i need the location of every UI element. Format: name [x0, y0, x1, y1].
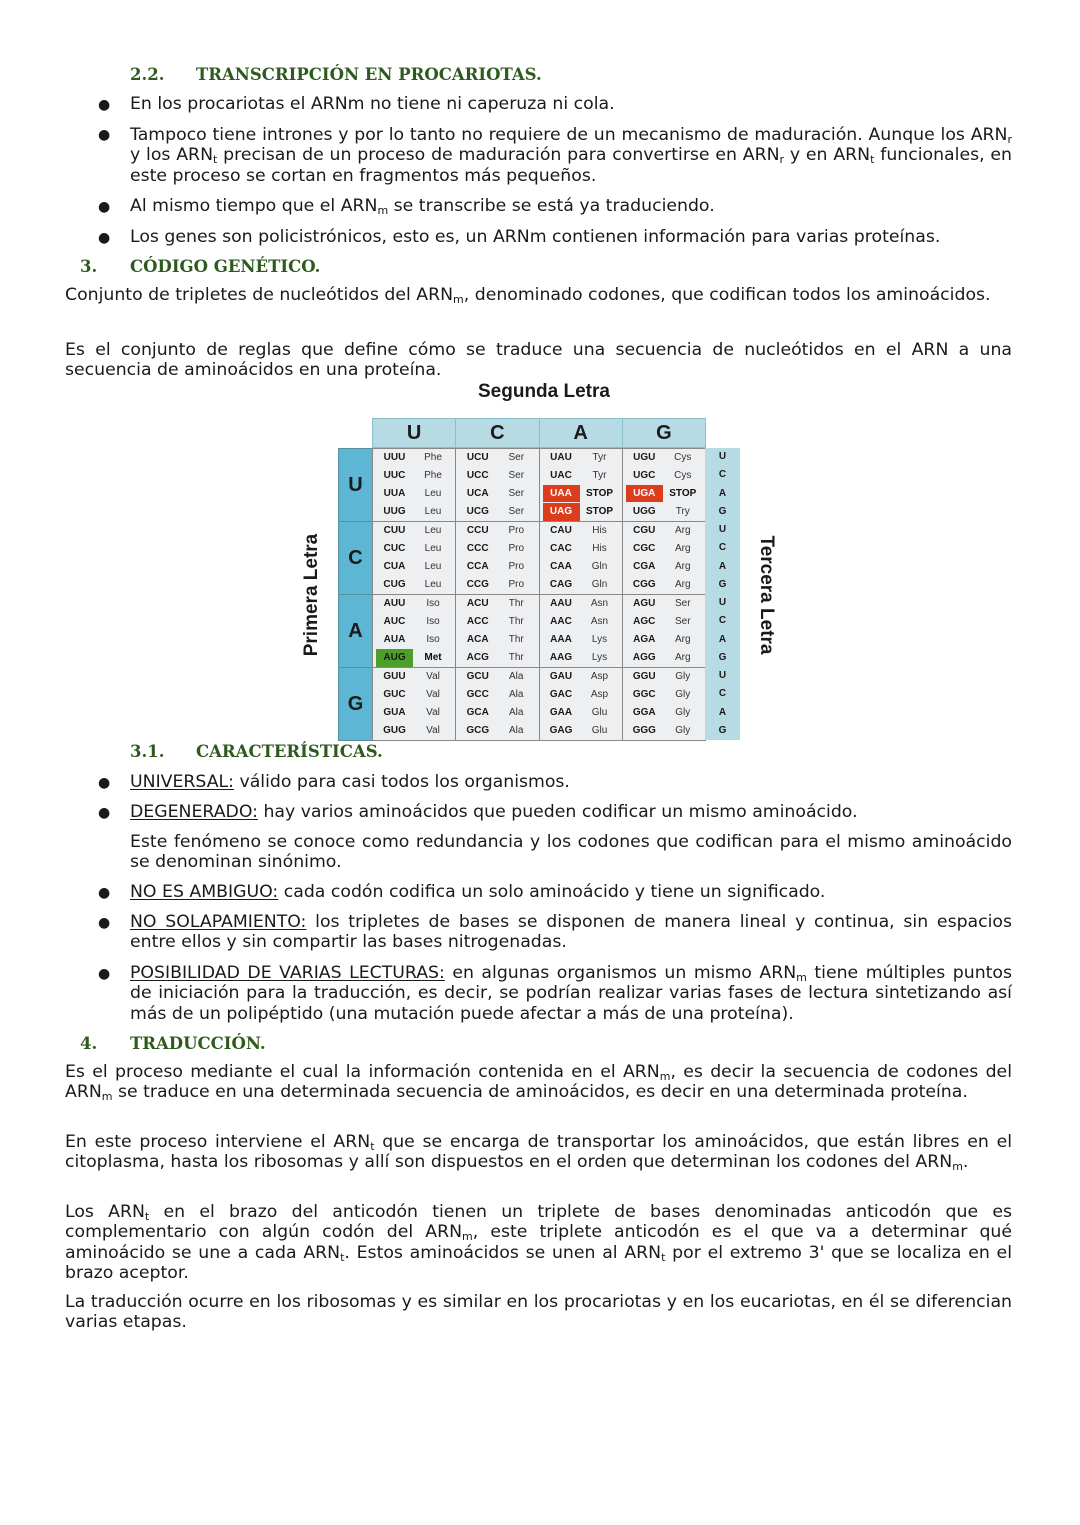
second-letter-header: C: [455, 418, 539, 448]
amino-acid: His: [592, 524, 607, 536]
text-run: y los ARN: [130, 145, 213, 166]
amino-acid: Lys: [591, 652, 608, 664]
amino-acid: Gly: [675, 670, 691, 682]
codon: AGA: [633, 634, 656, 645]
term-label: POSIBILIDAD DE VARIAS LECTURAS:: [130, 963, 445, 983]
amino-acid: STOP: [585, 488, 614, 499]
text-run: válido para casi todos los organismos.: [233, 772, 570, 792]
third-letter: G: [705, 503, 740, 521]
third-letter: U: [705, 448, 740, 466]
amino-acid: Ser: [508, 469, 525, 481]
bullet-text: [130, 94, 1012, 114]
codon: AAG: [549, 652, 573, 664]
amino-acid: Met: [424, 652, 442, 664]
third-letter: A: [705, 631, 740, 649]
subscript: t: [144, 1210, 150, 1223]
subscript: r: [1007, 133, 1012, 146]
bullet-icon: ●: [98, 97, 111, 113]
codon: AGG: [632, 652, 656, 664]
term-label: NO ES AMBIGUO:: [130, 882, 279, 902]
amino-acid: Ser: [508, 451, 525, 463]
codon: ACG: [466, 652, 489, 664]
amino-acid: Try: [675, 506, 690, 518]
bullet-text: [130, 196, 1012, 216]
second-letter-header: A: [539, 418, 623, 448]
third-letter: G: [705, 649, 740, 667]
amino-acid: Pro: [508, 561, 525, 572]
text-run: Es el conjunto de reglas que define cómo se traduce una secuencia de nucleótidos en el ARN a una secuencia de aminoácidos en una proteína.: [65, 340, 1012, 381]
text-run: en el brazo del anticodón tienen un triplete de bases denominadas anticodón que es complementario con algún codón del ARN: [65, 1202, 1012, 1243]
amino-acid: Phe: [424, 451, 442, 463]
amino-acid: Ser: [674, 597, 691, 609]
subscript: t: [340, 1250, 345, 1264]
amino-acid: Asp: [590, 670, 609, 682]
text-run: se transcribe se está ya traduciendo.: [388, 196, 715, 216]
amino-acid: Leu: [424, 561, 442, 572]
bullet-icon: ●: [98, 966, 111, 982]
section-title: TRANSCRIPCIÓN EN PROCARIOTAS.: [196, 65, 542, 84]
third-letter: C: [705, 539, 740, 557]
codon: CGC: [633, 542, 656, 554]
codon: GCG: [466, 725, 490, 737]
amino-acid: Thr: [508, 634, 524, 645]
codon: CCA: [466, 561, 489, 572]
amino-acid: Gly: [675, 707, 691, 718]
heading-3-1: [130, 742, 383, 762]
codon-table-title: Segunda Letra: [478, 381, 610, 402]
codon: AAU: [550, 597, 572, 609]
text-run: Los ARN: [65, 1202, 145, 1222]
amino-acid: STOP: [585, 506, 614, 518]
bullet-text: [130, 963, 1012, 1024]
codon: UGC: [633, 469, 656, 481]
text-run: cada codón codifica un solo aminoácido y tiene un significado.: [278, 882, 826, 902]
codon: UCC: [466, 469, 489, 481]
amino-acid: Ser: [508, 488, 525, 499]
text-run: por el extremo 3' que se localiza en el brazo aceptor.: [65, 1242, 1012, 1284]
section-number: 3.: [80, 257, 98, 276]
text-run: se traduce en una determinada secuencia de aminoácidos, es decir en una determinada proteína.: [112, 1082, 968, 1103]
amino-acid: Tyr: [592, 469, 607, 481]
first-letter-label: Primera Letra: [301, 533, 322, 657]
subscript: t: [213, 153, 218, 167]
bullet-icon: ●: [98, 127, 111, 143]
amino-acid: Val: [426, 707, 440, 718]
text-run: . Estos aminoácidos se unen al ARN: [344, 1242, 662, 1263]
paragraph: [65, 1062, 1012, 1103]
amino-acid: Iso: [426, 597, 440, 609]
bullet-text: [130, 125, 1012, 186]
term-label: DEGENERADO:: [130, 802, 258, 822]
third-letter: C: [705, 685, 740, 703]
codon: AUG: [376, 649, 413, 666]
codon: CUG: [383, 579, 406, 591]
codon: UGU: [633, 451, 656, 463]
codon: ACC: [466, 615, 489, 627]
text-run: Este fenómeno se conoce como redundancia y los codones que codifican para el mismo aminoácido se denominan sinónimo.: [130, 832, 1012, 873]
codon: GAG: [549, 725, 573, 737]
text-run: En los procariotas el ARNm no tiene ni caperuza ni cola.: [130, 94, 615, 114]
amino-acid: Iso: [426, 634, 440, 645]
amino-acid: Arg: [674, 524, 691, 536]
third-letter: A: [705, 485, 740, 503]
text-run: La traducción ocurre en los ribosomas y es similar en los procariotas y en los eucariotas, en él se diferencian varias etapas.: [65, 1292, 1012, 1333]
bullet-text: [130, 912, 1012, 953]
text-run: tiene múltiples puntos de iniciación para la traducción, es decir, se podrían realizar varias fases de lectura sintetizando así más de un polipéptido (una mutación puede afectar a más de una proteína).: [130, 963, 1012, 1024]
paragraph: [65, 1292, 1012, 1333]
amino-acid: Gly: [675, 688, 691, 700]
subscript: t: [870, 153, 875, 167]
paragraph: [65, 1202, 1012, 1284]
codon: GAC: [549, 688, 573, 700]
paragraph: [65, 285, 1012, 305]
codon: CGG: [632, 579, 656, 591]
first-letter-header: U: [338, 448, 373, 522]
codon: CCU: [466, 524, 489, 536]
codon: UAC: [550, 469, 572, 481]
text-run: hay varios aminoácidos que pueden codificar un mismo aminoácido.: [257, 802, 858, 822]
term-label: NO SOLAPAMIENTO:: [130, 912, 307, 932]
text-run: Al mismo tiempo que el ARN: [130, 196, 378, 216]
text-run: , este triplete anticodón es el que va a determinar qué aminoácido se une a cada ARN: [65, 1222, 1013, 1263]
amino-acid: Lys: [591, 634, 608, 645]
codon: UUA: [383, 488, 406, 499]
bullet-text: [130, 832, 1012, 873]
amino-acid: Asn: [590, 615, 609, 627]
third-letter: U: [705, 521, 740, 539]
amino-acid: Val: [426, 670, 440, 682]
third-letter: U: [705, 667, 740, 685]
amino-acid: Leu: [424, 506, 442, 518]
subscript: m: [453, 293, 464, 306]
codon: UGA: [626, 485, 663, 502]
amino-acid: Cys: [674, 469, 692, 481]
amino-acid: Cys: [674, 451, 692, 463]
codon: GCC: [466, 688, 489, 700]
subscript: m: [659, 1070, 671, 1083]
amino-acid: Ala: [509, 707, 524, 718]
amino-acid: Ser: [674, 615, 691, 627]
codon: AUA: [383, 634, 406, 645]
codon: GUC: [383, 688, 406, 700]
codon: GUU: [383, 670, 406, 682]
codon: CUA: [383, 561, 406, 572]
codon: UCG: [466, 506, 489, 518]
amino-acid: Thr: [508, 652, 524, 664]
section-number: 2.2.: [130, 65, 165, 84]
amino-acid: Pro: [508, 524, 525, 536]
third-letter: C: [705, 612, 740, 630]
amino-acid: Val: [426, 725, 440, 737]
codon: UUG: [383, 506, 406, 518]
amino-acid: Leu: [424, 542, 442, 554]
codon: GAU: [549, 670, 573, 682]
third-letter: U: [705, 594, 740, 612]
amino-acid: Leu: [424, 524, 442, 536]
subscript: m: [101, 1090, 113, 1104]
amino-acid: Ala: [509, 688, 524, 700]
codon: CUC: [383, 542, 406, 554]
codon: UAG: [543, 503, 580, 520]
amino-acid: Ser: [508, 506, 525, 518]
bullet-icon: ●: [98, 885, 111, 901]
codon: AAA: [550, 634, 572, 645]
codon: AUU: [383, 597, 406, 609]
subscript: t: [661, 1250, 666, 1264]
text-run: Es el proceso mediante el cual la información contenida en el ARN: [65, 1062, 660, 1082]
codon: UCA: [466, 488, 489, 499]
text-run: Tampoco tiene intrones y por lo tanto no requiere de un mecanismo de maduración. Aunque los ARN: [130, 125, 1008, 145]
heading-2-2: [130, 65, 542, 85]
amino-acid: Arg: [674, 542, 691, 554]
codon: GGA: [632, 707, 656, 718]
second-letter-header: G: [622, 418, 706, 448]
codon: CGU: [633, 524, 656, 536]
section-number: 3.1.: [130, 742, 165, 761]
text-run: En este proceso interviene el ARN: [65, 1132, 371, 1152]
codon: GGG: [632, 725, 656, 737]
codon: CCG: [466, 579, 489, 591]
bullet-icon: ●: [98, 915, 111, 931]
amino-acid: His: [592, 542, 607, 554]
codon: GGU: [632, 670, 656, 682]
third-letter: A: [705, 558, 740, 576]
subscript: r: [779, 153, 785, 167]
subscript: t: [370, 1140, 375, 1153]
subscript: m: [796, 971, 807, 984]
amino-acid: Leu: [424, 579, 442, 591]
amino-acid: Gln: [591, 579, 608, 591]
text-run: , es decir la secuencia de codones del ARN: [65, 1062, 1012, 1103]
codon: AUC: [383, 615, 406, 627]
codon: AAC: [550, 615, 572, 627]
bullet-icon: ●: [98, 775, 111, 791]
codon: CUU: [383, 524, 406, 536]
codon: CAA: [550, 561, 572, 572]
amino-acid: Leu: [424, 488, 442, 499]
amino-acid: Arg: [674, 579, 691, 591]
codon-table: [338, 418, 740, 740]
codon: UAA: [543, 485, 580, 502]
text-run: Los genes son policistrónicos, esto es, un ARNm contienen información para varias proteínas.: [130, 227, 941, 247]
text-run: en algunas organismos un mismo ARN: [444, 963, 797, 983]
codon: GCU: [466, 670, 489, 682]
third-letter: G: [705, 722, 740, 740]
third-letter: A: [705, 704, 740, 722]
amino-acid: Iso: [426, 615, 440, 627]
codon: AGU: [633, 597, 656, 609]
first-letter-header: G: [338, 667, 373, 741]
bullet-text: [130, 227, 1012, 247]
codon: ACU: [466, 597, 489, 609]
codon: GUA: [383, 707, 406, 718]
bullet-icon: ●: [98, 199, 111, 215]
section-number: 4.: [80, 1034, 98, 1053]
codon: GAA: [549, 707, 573, 718]
codon: UUU: [383, 451, 406, 463]
amino-acid: Thr: [508, 615, 524, 627]
amino-acid: Asp: [590, 688, 609, 700]
amino-acid: Pro: [508, 542, 525, 554]
section-title: CÓDIGO GENÉTICO.: [130, 257, 321, 276]
text-run: que se encarga de transportar los aminoácidos, que están libres en el citoplasma, hasta los ribosomas y allí son dispuestos en el orden que determinan los codones del ARN: [65, 1132, 1013, 1173]
amino-acid: Arg: [674, 652, 691, 664]
codon: CGA: [633, 561, 656, 572]
codon: CAG: [549, 579, 573, 591]
amino-acid: Arg: [674, 634, 691, 645]
codon: GGC: [632, 688, 656, 700]
amino-acid: Arg: [674, 561, 691, 572]
heading-3: [80, 257, 320, 277]
codon: UAU: [550, 451, 572, 463]
paragraph: [65, 340, 1012, 381]
bullet-icon: ●: [98, 805, 111, 821]
section-title: CARACTERÍSTICAS.: [196, 742, 383, 761]
paragraph: [65, 1132, 1012, 1173]
bullet-text: [130, 772, 1012, 792]
text-run: Conjunto de tripletes de nucleótidos del ARN: [65, 285, 454, 305]
amino-acid: Pro: [508, 579, 525, 591]
text-run: funcionales, en este proceso se cortan en fragmentos más pequeños.: [130, 145, 1012, 186]
subscript: m: [377, 204, 389, 217]
third-letter: C: [705, 466, 740, 484]
amino-acid: Val: [426, 688, 440, 700]
codon: GCA: [466, 707, 489, 718]
second-letter-header: U: [372, 418, 456, 448]
text-run: y en ARN: [784, 145, 871, 166]
amino-acid: STOP: [669, 488, 697, 499]
codon: GUG: [383, 725, 406, 737]
term-label: UNIVERSAL:: [130, 772, 234, 792]
amino-acid: Thr: [508, 597, 524, 609]
codon: CCC: [466, 542, 489, 554]
bullet-text: [130, 882, 1012, 902]
subscript: m: [952, 1160, 963, 1174]
codon: UGG: [632, 506, 656, 518]
text-run: , denominado codones, que codifican todos los aminoácidos.: [463, 285, 991, 305]
first-letter-header: C: [338, 521, 373, 595]
subscript: m: [462, 1230, 473, 1244]
third-letter: G: [705, 576, 740, 594]
codon: AGC: [633, 615, 656, 627]
text-run: precisan de un proceso de maduración para convertirse en ARN: [217, 145, 780, 166]
codon: UUC: [383, 469, 406, 481]
amino-acid: Asn: [590, 597, 609, 609]
amino-acid: Ala: [509, 670, 524, 682]
amino-acid: Ala: [509, 725, 524, 737]
codon: ACA: [466, 634, 489, 645]
amino-acid: Gly: [675, 725, 691, 737]
amino-acid: Glu: [591, 707, 608, 718]
codon: UCU: [466, 451, 489, 463]
amino-acid: Phe: [424, 469, 442, 481]
first-letter-header: A: [338, 594, 373, 668]
amino-acid: Glu: [591, 725, 608, 737]
section-title: TRADUCCIÓN.: [130, 1034, 266, 1053]
bullet-text: [130, 802, 1012, 822]
codon: CAC: [550, 542, 572, 554]
text-run: .: [962, 1152, 969, 1173]
text-run: los tripletes de bases se disponen de manera lineal y continua, sin espacios entre ellos y sin compartir las bases nitrogenadas.: [130, 912, 1013, 953]
codon: CAU: [550, 524, 572, 536]
amino-acid: Gln: [591, 561, 608, 572]
amino-acid: Tyr: [592, 451, 607, 463]
heading-4: [80, 1034, 266, 1054]
bullet-icon: ●: [98, 230, 111, 246]
third-letter-label: Tercera Letra: [756, 535, 777, 655]
